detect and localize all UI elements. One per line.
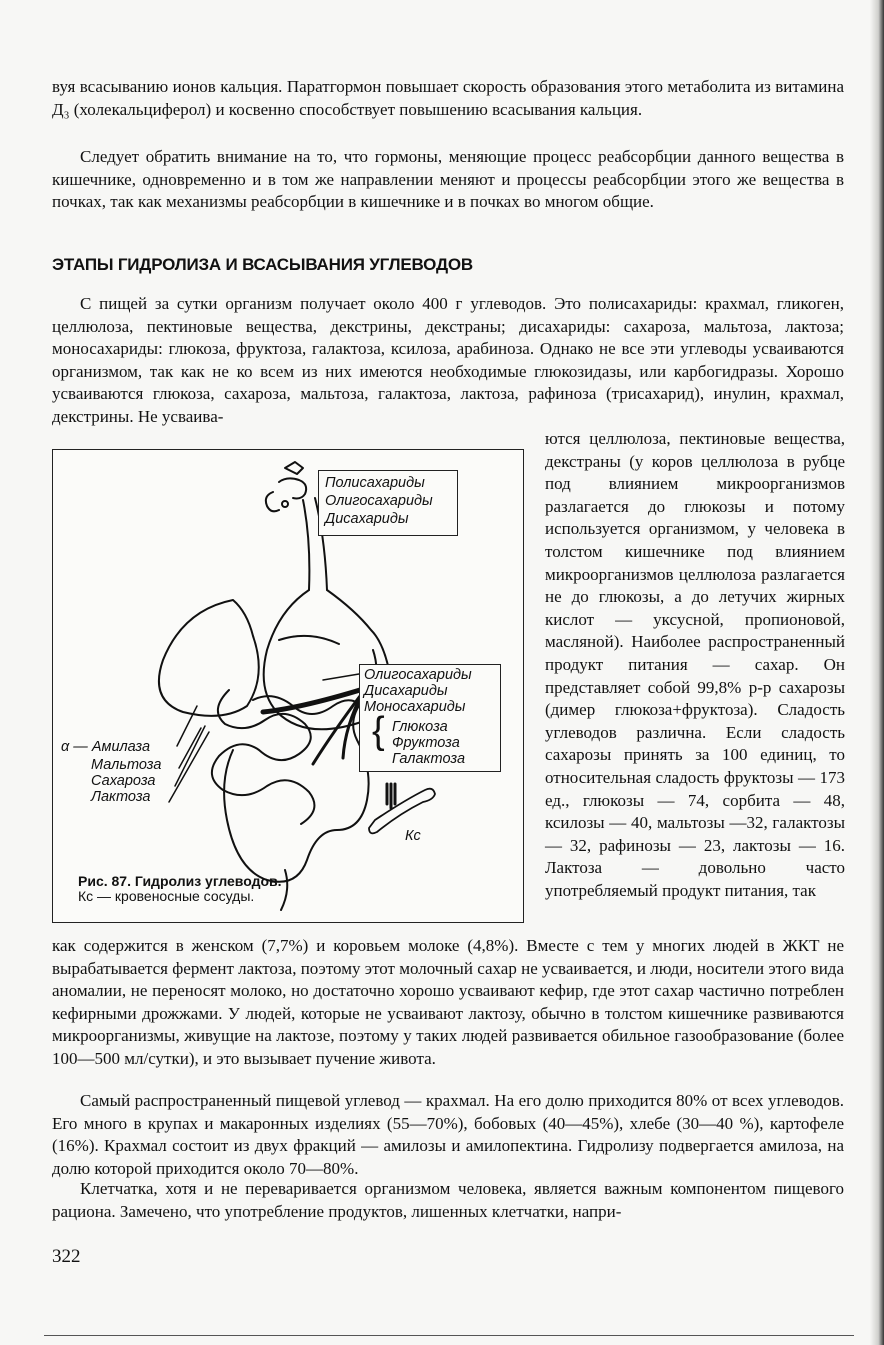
- page-number: 322: [52, 1246, 81, 1267]
- box-polysaccharides: [318, 470, 458, 536]
- label-disaccharides-mid: Дисахариды: [364, 683, 448, 699]
- label-blood-vessels: Кс: [405, 828, 421, 844]
- brace-icon: {: [372, 710, 385, 752]
- bottom-rule: [44, 1335, 854, 1336]
- figure-carbohydrate-hydrolysis: [52, 449, 524, 923]
- paragraph-fiber: Клетчатка, хотя и не переваривается организмом человека, является важным компонентом пищевого рациона. Замечено, что употребление продуктов, лишенных клетчатки, напри-: [52, 1179, 844, 1221]
- section-heading: ЭТАПЫ ГИДРОЛИЗА И ВСАСЫВАНИЯ УГЛЕВОДОВ: [52, 255, 473, 274]
- label-lactose: Лактоза: [91, 789, 151, 805]
- label-polysaccharides: Полисахариды: [325, 475, 425, 491]
- label-alpha-amylase: α — Амилаза: [61, 739, 151, 755]
- label-sucrose: Сахароза: [91, 773, 156, 789]
- paragraph-starch: Самый распространенный пищевой углевод — крахмал. На его долю приходится 80% от всех углеводов. Его много в крупах и макаронных изделиях (55—70%), бобовых (40—45%), хлебе (30—40 %), картофеле (16%). Крахмал состоит из двух фракций — амилозы и амилопектина. Гидролизу подвергается амилоза, на долю которой приходится около 70—80%.: [52, 1091, 844, 1178]
- label-monosaccharides: Моносахариды: [364, 699, 466, 715]
- caption-note: Кс — кровеносные сосуды.: [78, 888, 255, 904]
- label-glucose: Глюкоза: [392, 719, 448, 735]
- label-oligosaccharides-mid: Олигосахариды: [364, 667, 472, 683]
- paragraph-continuation: вуя всасыванию ионов кальция. Паратгормон повышает скорость образования этого метаболита из витамина Д₃ (холекальциферол) и косвенно способствует повышению всасывания кальция.: [52, 77, 844, 119]
- paragraph-lactose: как содержится в женском (7,7%) и коровьем молоке (4,8%). Вместе с тем у многих людей в ЖКТ не вырабатывается фермент лактоза, поэтому этот молочный сахар не усваивается, и люди, носители этого вида аномалии, не переносят молоко, но достаточно хорошо усваивают кефир, где этот сахар частично потреблен кефирными дрожжами. У людей, которые не усваивают лактозу, обычно в толстом кишечнике развиваются микроорганизмы, живущие на лактозе, поэтому у таких людей развивается обильное газообразование (более 100—500 мл/сутки), и это вызывает пучение живота.: [52, 936, 844, 1068]
- paragraph-hormones: Следует обратить внимание на то, что гормоны, меняющие процесс реабсорбции данного вещества в кишечнике, одновременно и в том же направлении меняют и процессы реабсорбции этого же вещества в почках, так как механизмы реабсорбции в кишечнике и в почках во многом общие.: [52, 147, 844, 212]
- label-fructose: Фруктоза: [392, 735, 460, 751]
- label-galactose: Галактоза: [392, 751, 466, 767]
- scan-edge-shadow: [870, 0, 884, 1345]
- figure-caption: [78, 874, 518, 904]
- paragraph-intro: С пищей за сутки организм получает около 400 г углеводов. Это полисахариды: крахмал, гликоген, целлюлоза, пектиновые вещества, декстрины, декстраны; дисахариды: сахароза, мальтоза, лактоза; моносахариды: глюкоза, фруктоза, галактоза, ксилоза, арабиноза. Однако не все эти углеводы усваиваются организмом, так как не ко всем из них имеются необходимые глюкозидазы, или карбогидразы. Хорошо усваиваются глюкоза, сахароза, мальтоза, галактоза, лактоза, рафиноза (трисахарид), инулин, крахмал, декстрины. Не усваива-: [52, 294, 844, 426]
- label-maltose: Мальтоза: [91, 757, 162, 773]
- caption-title: Рис. 87. Гидролиз углеводов.: [78, 873, 282, 889]
- paragraph-side-column: ются целлюлоза, пектиновые вещества, декстраны (у коров целлюлоза в рубце под влиянием микроорганизмов разлагается до глюкозы и потому используется организмом, у человека в толстом кишечнике под влиянием микроорганизмов целлюлоза разлагается не до глюкозы, а до летучих жирных кислот — уксусной, пропионовой, масляной). Наиболее распространенный продукт питания — сахар. Он представляет собой 99,8% р-р сахарозы (димер глюкоза+фруктоза). Сладость углеводов различна. Если сладость сахарозы принять за 100 единиц, то относительная сладость фруктозы — 173 ед., глюкозы — 74, сорбита — 48, ксилозы — 40, мальтозы —32, галактозы — 32, рафинозы — 23, лактозы — 16. Лактоза — довольно часто употребляемый продукт питания, так: [545, 429, 845, 900]
- box-oligo-mono: [359, 664, 501, 772]
- label-disaccharides-top: Дисахариды: [325, 511, 409, 527]
- label-oligosaccharides-top: Олигосахариды: [325, 493, 433, 509]
